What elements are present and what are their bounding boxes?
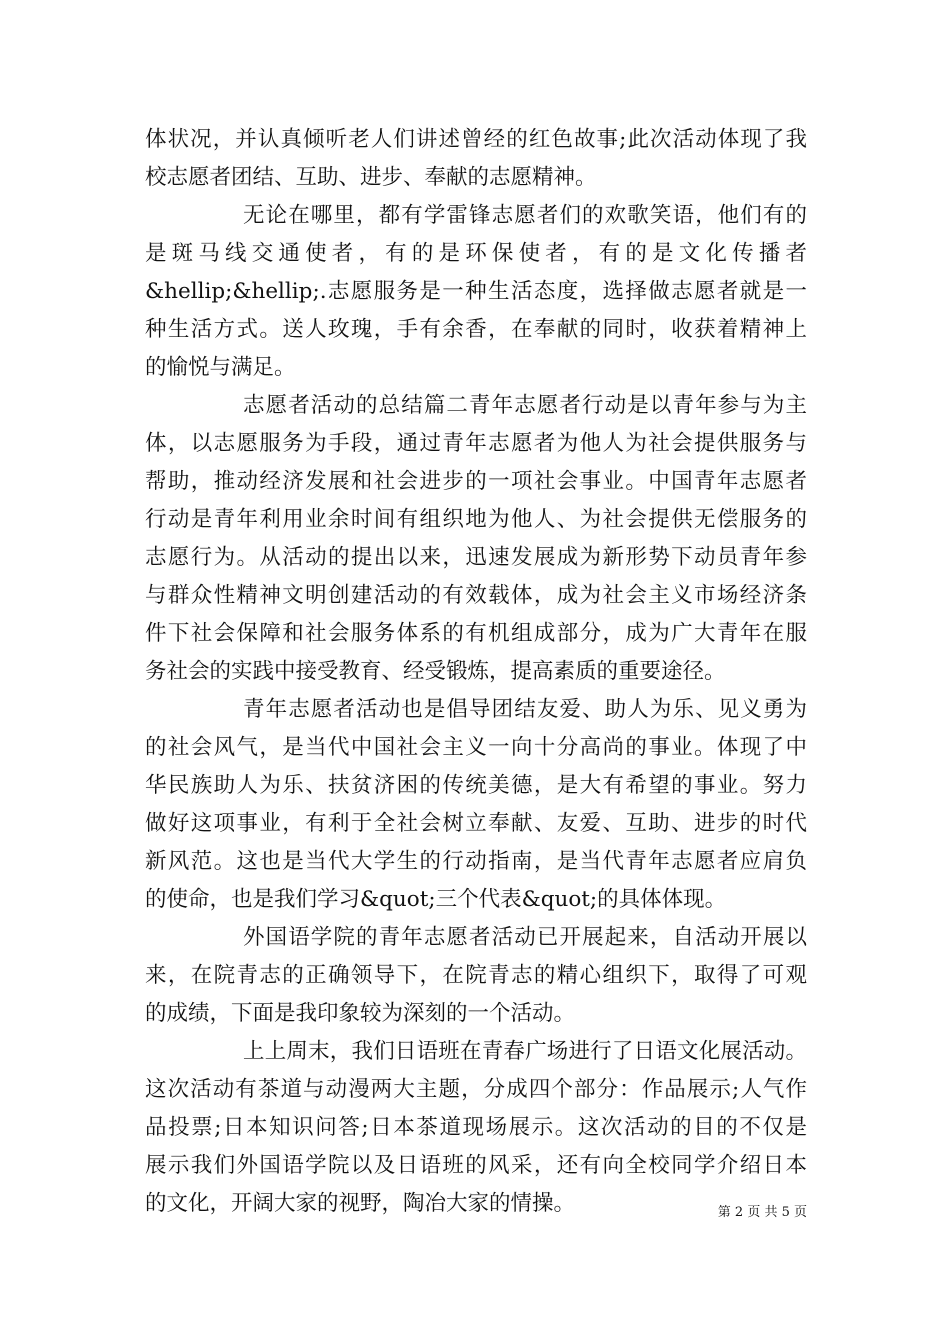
- page-number: 第 2 页 共 5 页: [717, 1205, 807, 1220]
- text-line: 校志愿者团结、互助、进步、奉献的志愿精神。: [145, 165, 597, 190]
- text-line: 的成绩，下面是我印象较为深刻的一个活动。: [145, 1001, 576, 1026]
- text-line: 青年志愿者活动也是倡导团结友爱、助人为乐、见义勇为: [243, 697, 807, 722]
- text-line: 做好这项事业，有利于全社会树立奉献、友爱、互助、进步的时代: [145, 811, 807, 836]
- text-line: 的文化，开阔大家的视野，陶冶大家的情操。: [145, 1191, 576, 1216]
- text-line: 来，在院青志的正确领导下，在院青志的精心组织下，取得了可观: [145, 963, 807, 988]
- text-line: 行动是青年利用业余时间有组织地为他人、为社会提供无偿服务的: [145, 507, 807, 532]
- text-line: 的愉悦与满足。: [145, 355, 296, 380]
- text-line: 种生活方式。送人玫瑰，手有余香，在奉献的同时，收获着精神上: [145, 317, 807, 342]
- text-line: 帮助，推动经济发展和社会进步的一项社会事业。中国青年志愿者: [145, 469, 807, 494]
- text-line: 无论在哪里，都有学雷锋志愿者们的欢歌笑语，他们有的: [243, 203, 807, 228]
- text-line: 的使命，也是我们学习&quot;三个代表&quot;的具体体现。: [145, 887, 727, 912]
- text-line: 展示我们外国语学院以及日语班的风采，还有向全校同学介绍日本: [145, 1153, 807, 1178]
- text-line: 体状况，并认真倾听老人们讲述曾经的红色故事;此次活动体现了我: [145, 127, 807, 152]
- text-line: 这次活动有茶道与动漫两大主题，分成四个部分：作品展示;人气作: [145, 1077, 807, 1102]
- text-line: 务社会的实践中接受教育、经受锻炼，提高素质的重要途径。: [145, 659, 726, 684]
- text-line: 志愿行为。从活动的提出以来，迅速发展成为新形势下动员青年参: [145, 545, 807, 570]
- text-line: 新风范。这也是当代大学生的行动指南，是当代青年志愿者应肩负: [145, 849, 807, 874]
- text-line: 的社会风气，是当代中国社会主义一向十分高尚的事业。体现了中: [145, 735, 807, 760]
- text-line: 品投票;日本知识问答;日本茶道现场展示。这次活动的目的不仅是: [145, 1115, 807, 1140]
- text-line: 体，以志愿服务为手段，通过青年志愿者为他人为社会提供服务与: [145, 431, 807, 456]
- text-line: &hellip;&hellip;.志愿服务是一种生活态度，选择做志愿者就是一: [145, 279, 807, 304]
- text-line: 件下社会保障和社会服务体系的有机组成部分，成为广大青年在服: [145, 621, 807, 646]
- text-line: 是斑马线交通使者，有的是环保使者，有的是文化传播者: [145, 241, 807, 266]
- text-line: 与群众性精神文明创建活动的有效载体，成为社会主义市场经济条: [145, 583, 807, 608]
- text-line: 外国语学院的青年志愿者活动已开展起来，自活动开展以: [243, 925, 807, 950]
- text-line: 志愿者活动的总结篇二青年志愿者行动是以青年参与为主: [243, 393, 807, 418]
- text-line: 华民族助人为乐、扶贫济困的传统美德，是大有希望的事业。努力: [145, 773, 807, 798]
- text-line: 上上周末，我们日语班在青春广场进行了日语文化展活动。: [243, 1039, 807, 1064]
